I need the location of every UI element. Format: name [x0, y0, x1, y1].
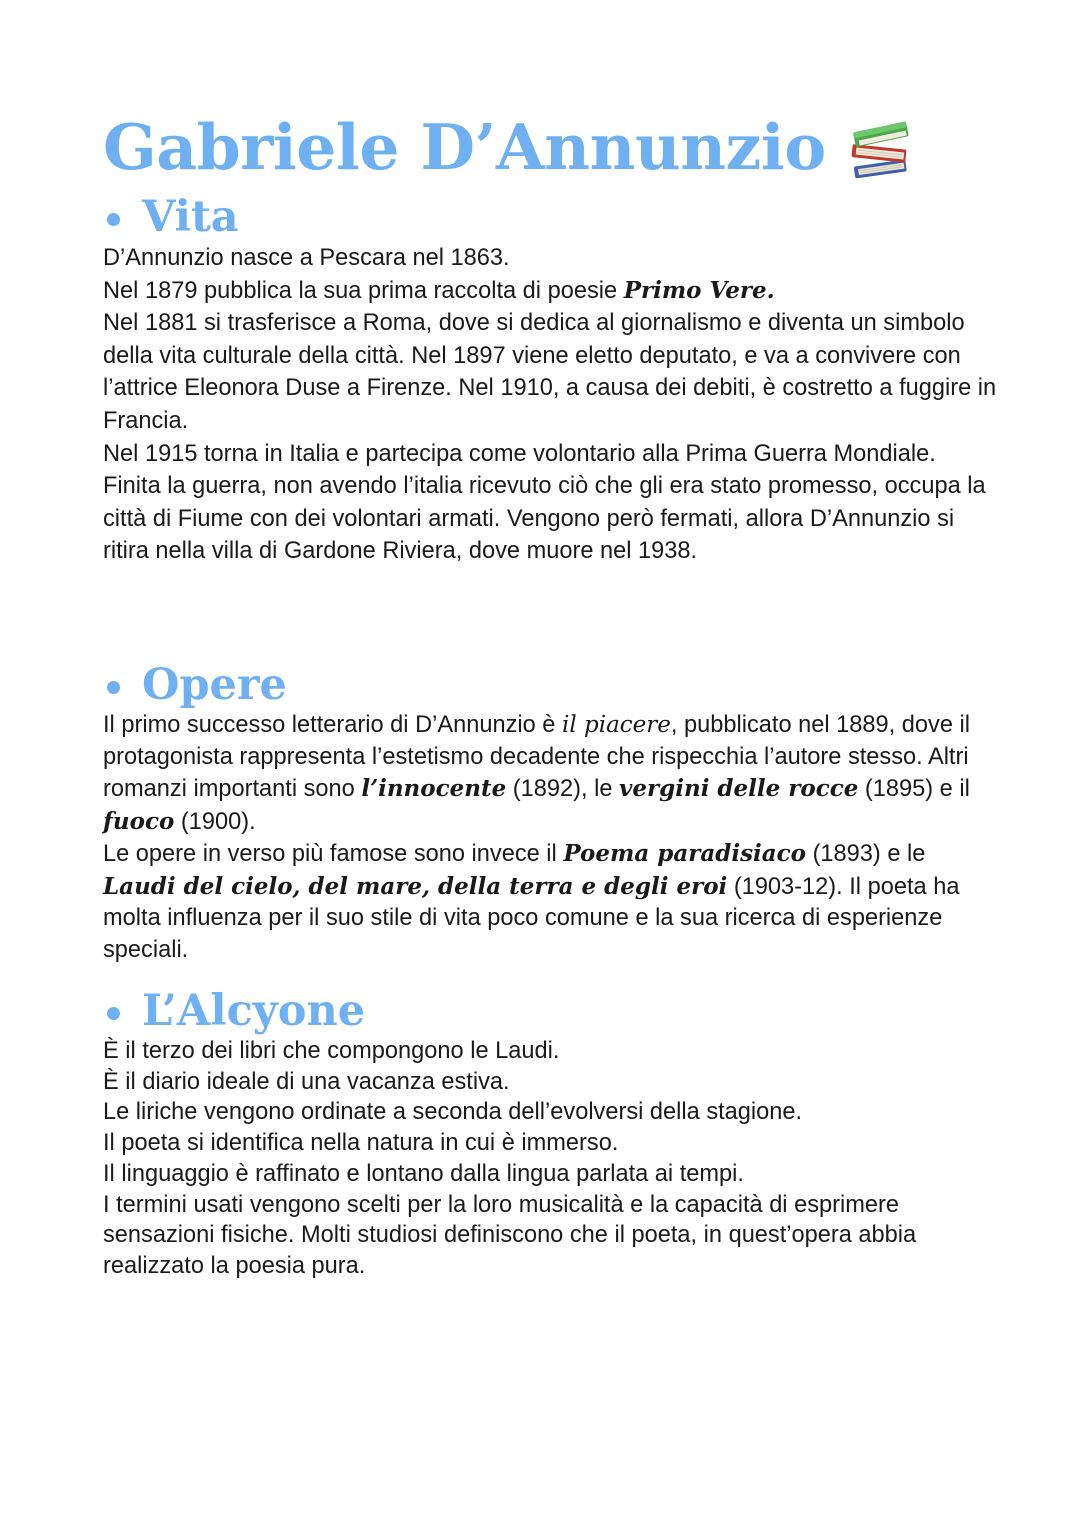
work-title-poema: Poema paradisiaco: [563, 840, 807, 867]
section-vita: [103, 192, 1003, 568]
bullet-icon: [107, 1007, 120, 1020]
section-title: Opere: [142, 660, 287, 710]
text-run: , pubblicato nel 1889, dove il protagonista rappresenta l’estetismo decadente che rispecchia l’autore stesso. Altri romanzi importanti sono: [103, 712, 970, 802]
alcyone-line: Le liriche vengono ordinate a seconda dell’evolversi della stagione.: [103, 1099, 803, 1126]
title-row: [103, 108, 1003, 186]
work-title-innocente: l’innocente: [361, 775, 507, 802]
work-title-primo-vere: Primo Vere.: [623, 276, 775, 304]
section-heading-opere: [103, 660, 1003, 710]
text-run: Le opere in verso più famose sono invece il: [103, 841, 564, 867]
bullet-icon: [107, 213, 120, 226]
section-title: Vita: [142, 192, 239, 242]
work-title-laudi: Laudi del cielo, del mare, della terra e degli eroi: [103, 872, 728, 900]
text-run: (1893) e le: [806, 841, 926, 867]
vita-sentence-5: Finita la guerra, non avendo l’italia ricevuto ciò che gli era stato promesso, occupa la città di Fiume con dei volontari armati. Vengono però fermati, allora D’Annunzio si ritira nella villa di Gardone Riviera, dove muore nel 1938.: [103, 473, 986, 565]
text-run: (1903-12). Il poeta ha molta influenza per il suo stile di vita poco comune e la sua ricerca di esperienze speciali.: [103, 873, 960, 963]
opere-paragraph: [103, 710, 1003, 966]
section-heading-vita: [103, 192, 1003, 242]
books-icon: [848, 117, 912, 183]
vita-sentence-1: D’Annunzio nasce a Pescara nel 1863.: [103, 245, 510, 271]
bullet-icon: [107, 681, 120, 694]
section-title: L’Alcyone: [142, 986, 366, 1036]
alcyone-line: I termini usati vengono scelti per la loro musicalità e la capacità di esprimere sensazioni fisiche. Molti studiosi definiscono che il poeta, in quest’opera abbia realizzato la poesia pura.: [103, 1191, 917, 1279]
text-run: (1892), le: [506, 776, 620, 802]
vita-paragraph: [103, 242, 1003, 568]
alcyone-line: È il terzo dei libri che compongono le Laudi.: [103, 1038, 560, 1064]
vita-sentence-3: Nel 1881 si trasferisce a Roma, dove si dedica al giornalismo e diventa un simbolo della vita culturale della città. Nel 1897 viene eletto deputato, e va a convivere con l’attrice Eleonora Duse a Firenze. Nel 1910, a causa dei debiti, è costretto a fuggire in Francia.: [103, 310, 997, 434]
document-page: [103, 108, 1003, 1279]
alcyone-line: È il diario ideale di una vacanza estiva.: [103, 1068, 510, 1095]
vita-sentence-2: Nel 1879 pubblica la sua prima raccolta di poesie: [103, 277, 624, 304]
section-alcyone: [103, 986, 1003, 1282]
text-run: (1900).: [174, 808, 256, 835]
alcyone-line: Il linguaggio è raffinato e lontano dalla lingua parlata ai tempi.: [103, 1160, 744, 1187]
alcyone-line: Il poeta si identifica nella natura in cui è immerso.: [103, 1130, 619, 1157]
work-title-vergini: vergini delle rocce: [619, 775, 859, 802]
vita-sentence-4: Nel 1915 torna in Italia e partecipa come volontario alla Prima Guerra Mondiale.: [103, 440, 936, 467]
alcyone-paragraph: [103, 1036, 1003, 1282]
section-opere: [103, 660, 1003, 966]
section-heading-alcyone: [103, 986, 1003, 1036]
work-title-il-piacere: il piacere: [561, 712, 671, 738]
page-title: Gabriele D’Annunzio: [103, 110, 826, 184]
text-run: Il primo successo letterario di D’Annunzio è: [103, 712, 562, 738]
text-run: (1895) e il: [858, 776, 970, 802]
work-title-fuoco: fuoco: [103, 807, 175, 835]
